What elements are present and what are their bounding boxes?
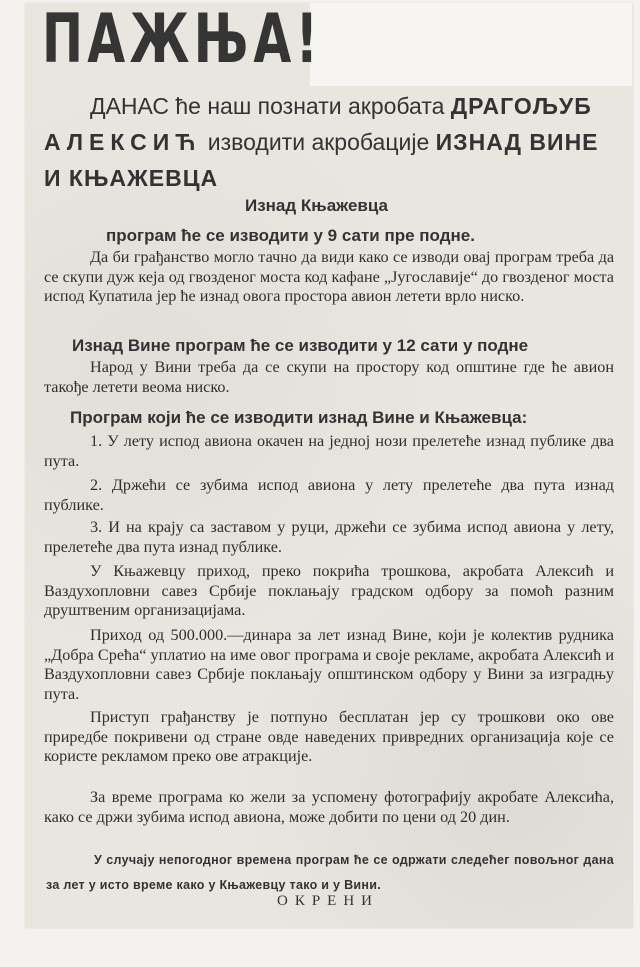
paragraph-vina: Народ у Вини треба да се скупи на простору код општине где ће авион такође летети веома ниско. [44,358,614,396]
lead-part2: изводити акробације [207,129,430,155]
turn-over-label: ОКРЕНИ [277,893,380,909]
paragraph-income-knjazevac: У Књажевцу приход, преко покрића трошкова, акробата Алексић и Ваздухопловни савез Србије поклањају градском одбору за помоћ разним друштвеним организацијама. [44,562,614,620]
program-item-1: 1. У лету испод авиона окачен на једној нози прелетеће изнад публике два пута. [44,432,614,470]
lead-part1: ДАНАС ће наш познати акробата [90,93,445,119]
weather-note: У случају непогодног времена програм ће се одржати следећег повољног дана за лет у исто време како у Књажевцу тако и у Вини. [46,853,614,892]
paragraph-income-vina: Приход од 500.000.—динара за лет изнад Вине, који је колектив рудника „Добра Срећа“ уплатио на име овог програма и своје рекламе, акробата Алексић и Ваздухопловни савез Србије поклањају општинском одбору у Вини за изградњу пута. [44,626,614,703]
acrobat-last-name: АЛЕКСИЋ [44,129,202,155]
poster-title: ПАЖЊА! [42,0,323,79]
heading-knjazevac-time: програм ће се изводити у 9 сати пре подне. [106,226,475,245]
paragraph-free-entry: Приступ грађанству је потпуно бесплатан јер су трошкови око ове приредбе покривени од стране овде наведених привредних организација које се користе рекламом преко ове атракције. [44,708,614,766]
program-item-3: 3. И на крају са заставом у руци, држећи се зубима испод авиона у лету, прелетеће два пута изнад публике. [44,518,614,556]
acrobat-first-name: ДРАГОЉУБ [450,93,592,119]
heading-program: Програм који ће се изводити изнад Вине и Књажевца: [70,408,528,427]
heading-vina: Изнад Вине програм ће се изводити у 12 сати у подне [72,336,529,355]
lead-locations: ИЗНАД ВИНЕ И КЊАЖЕВЦА [44,129,599,191]
paper-patch [310,3,632,86]
paragraph-photo: За време програма ко жели за успомену фотографију акробате Алексића, како се држи зубима испод авиона, може добити по цени од 20 дин. [44,788,614,826]
program-item-2: 2. Држећи се зубима испод авиона у лету прелетеће два пута изнад публике. [44,476,614,514]
heading-knjazevac: Изнад Књажевца [245,196,388,215]
paragraph-knjazevac: Да би грађанство могло тачно да види како се изводи овај програм треба да се скупи дуж кеја од гвозденог моста код кафане „Југославије“ до гвозденог моста испод Купатила јер ће изнад овога простора авион летети врло ниско. [44,248,614,306]
lead-text [44,88,614,196]
